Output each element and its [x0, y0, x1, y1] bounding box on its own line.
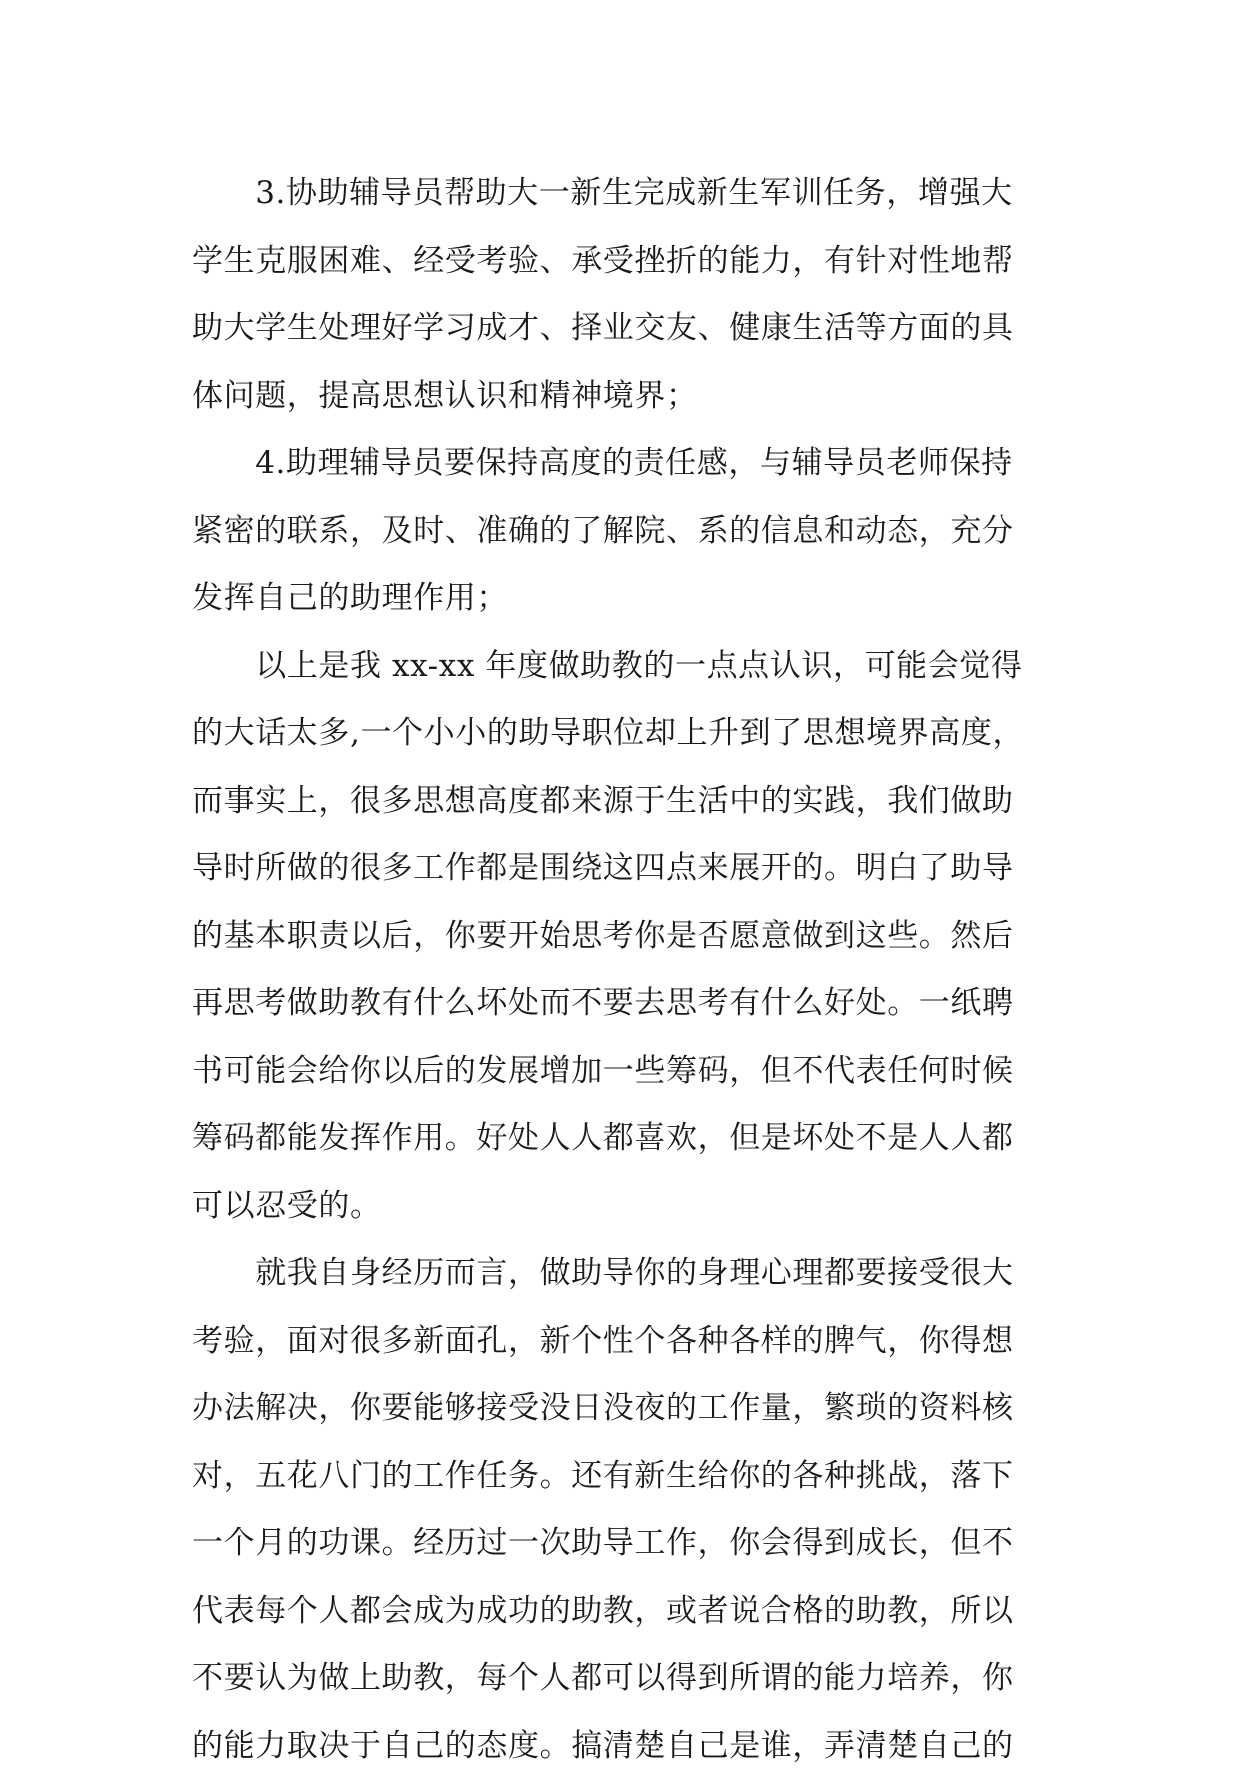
- text-line: 体问题，提高思想认识和精神境界；: [192, 363, 1052, 431]
- text-line: 导时所做的很多工作都是围绕这四点来展开的。明白了助导: [192, 835, 1052, 903]
- text-line: 不要认为做上助教，每个人都可以得到所谓的能力培养，你: [192, 1645, 1052, 1713]
- text-line: 书可能会给你以后的发展增加一些筹码，但不代表任何时候: [192, 1038, 1052, 1106]
- text-line: 以上是我 xx-xx 年度做助教的一点点认识，可能会觉得: [192, 633, 1052, 701]
- text-line: 办法解决，你要能够接受没日没夜的工作量，繁琐的资料核: [192, 1375, 1052, 1443]
- text-line: 再思考做助教有什么坏处而不要去思考有什么好处。一纸聘: [192, 970, 1052, 1038]
- text-line: 就我自身经历而言，做助导你的身理心理都要接受很大: [192, 1240, 1052, 1308]
- text-line: 学生克服困难、经受考验、承受挫折的能力，有针对性地帮: [192, 228, 1052, 296]
- text-line: 而事实上，很多思想高度都来源于生活中的实践，我们做助: [192, 768, 1052, 836]
- text-line: 4.助理辅导员要保持高度的责任感，与辅导员老师保持: [192, 430, 1052, 498]
- text-line: 的基本职责以后，你要开始思考你是否愿意做到这些。然后: [192, 903, 1052, 971]
- text-line: 发挥自己的助理作用；: [192, 565, 1052, 633]
- document-body: [192, 160, 1052, 1780]
- text-line: 3.协助辅导员帮助大一新生完成新生军训任务，增强大: [192, 160, 1052, 228]
- text-line: 紧密的联系，及时、准确的了解院、系的信息和动态，充分: [192, 498, 1052, 566]
- text-line: 可以忍受的。: [192, 1173, 1052, 1241]
- text-line: 考验，面对很多新面孔，新个性个各种各样的脾气，你得想: [192, 1308, 1052, 1376]
- text-line: 筹码都能发挥作用。好处人人都喜欢，但是坏处不是人人都: [192, 1105, 1052, 1173]
- text-line: 对，五花八门的工作任务。还有新生给你的各种挑战，落下: [192, 1443, 1052, 1511]
- text-line: 代表每个人都会成为成功的助教，或者说合格的助教，所以: [192, 1578, 1052, 1646]
- text-line: 的大话太多,一个小小的助导职位却上升到了思想境界高度，: [192, 700, 1052, 768]
- text-line: 的能力取决于自己的态度。搞清楚自己是谁，弄清楚自己的: [192, 1713, 1052, 1780]
- text-line: 一个月的功课。经历过一次助导工作，你会得到成长，但不: [192, 1510, 1052, 1578]
- text-line: 助大学生处理好学习成才、择业交友、健康生活等方面的具: [192, 295, 1052, 363]
